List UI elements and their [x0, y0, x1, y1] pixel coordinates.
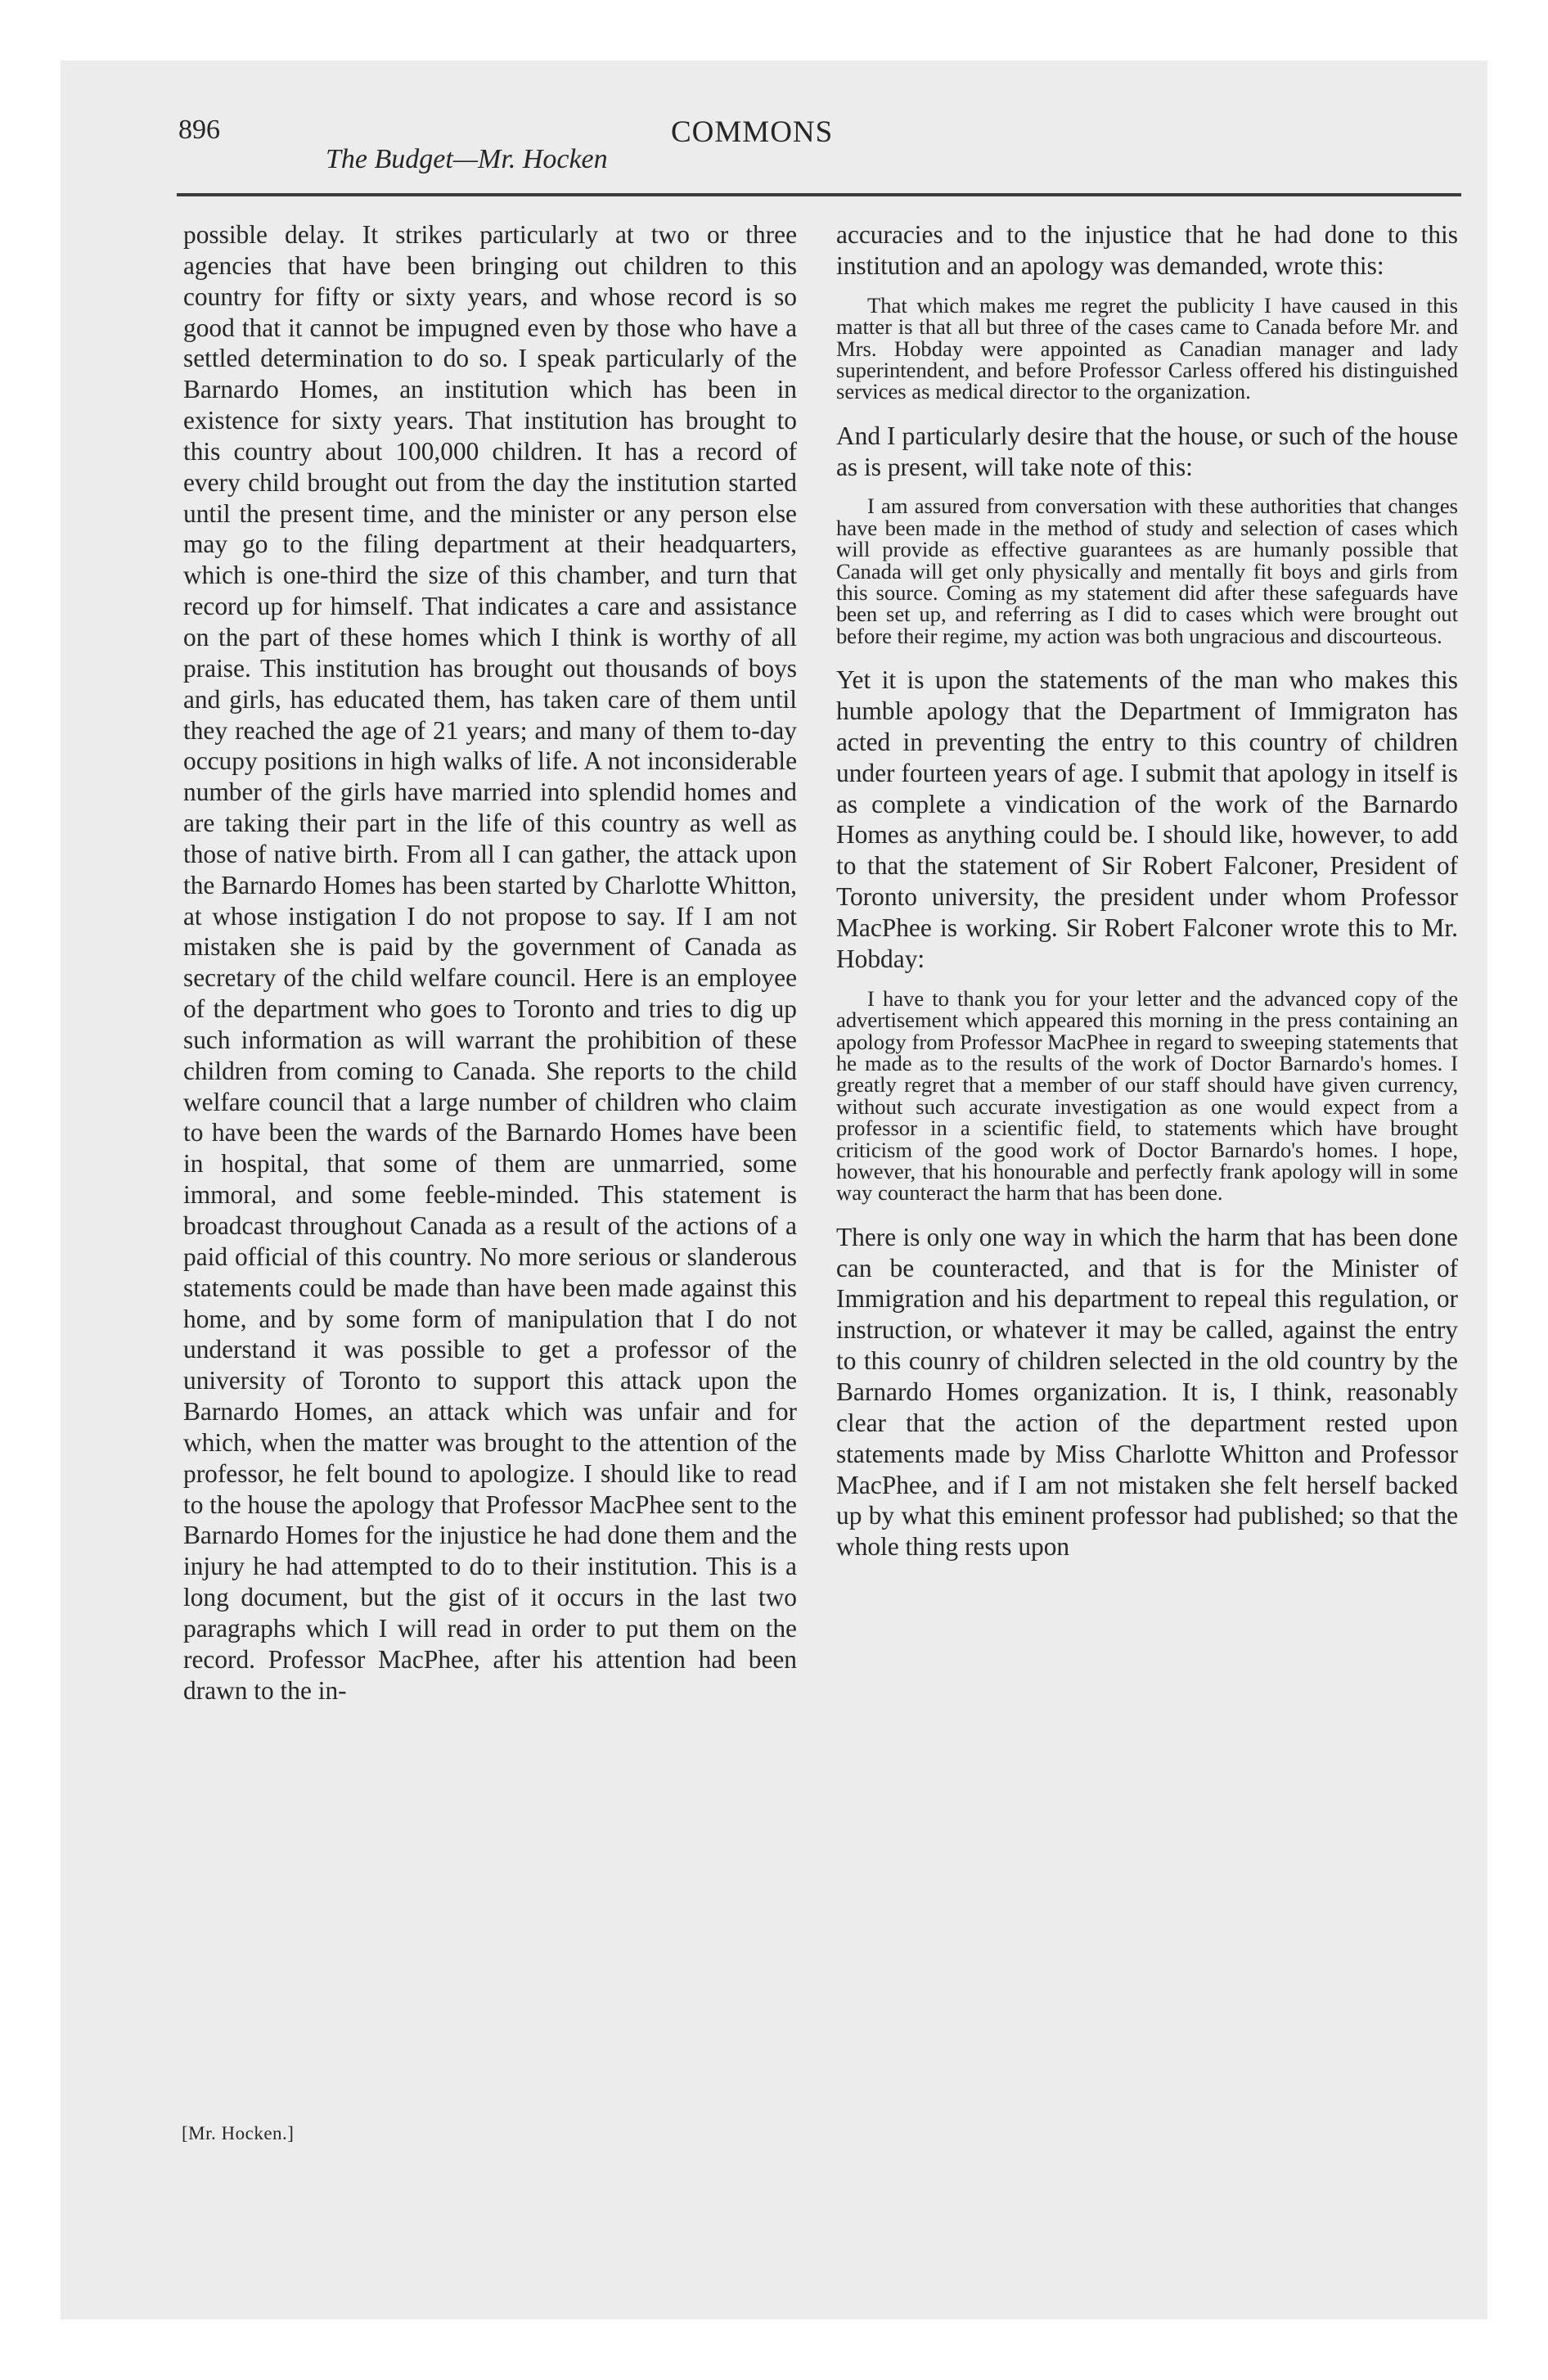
right-paragraph-3: Yet it is upon the statements of the man who makes this humble apology that the Department of Immigraton has acted in preventing the entry to this country of children under fourteen years of age. I submit that apology in itself is as complete a vindication of the work of the Barnardo Homes as anything could be. I should like, however, to add to that the statement of Sir Robert Falconer, President of Toronto university, the president under whom Professor MacPhee is working. Sir Robert Falconer wrote this to Mr. Hobday:: [836, 665, 1458, 973]
quote-3: I have to thank you for your letter and the advanced copy of the advertisement which appeared this morning in the press containing an apology from Professor MacPhee in regard to sweeping statements that he made as to the results of the work of Doctor Barnardo's homes. I greatly regret that a member of our staff should have given currency, without such accurate investigation as one would expect from a professor in a scientific field, to statements which have brought criticism of the good work of Doctor Barnardo's homes. I hope, however, that his honourable and perfectly frank apology will in some way counteract the harm that has been done.: [836, 985, 1458, 1206]
running-subtitle: The Budget—Mr. Hocken: [326, 144, 608, 174]
left-paragraph-1: possible delay. It strikes particularly at two or three agencies that have been bringing out children to this country for fifty or sixty years, and whose record is so good that it cannot be impugned even by those who have a settled determination to do so. I speak particularly of the Barnardo Homes, an institution which has been in existence for sixty years. That institution has brought to this country about 100,000 children. It has a record of every child brought out from the day the institution started until the present time, and the minister or any person else may go to the filing department at their headquarters, which is one-third the size of this chamber, and turn that record up for himself. That indicates a care and assistance on the part of these homes which I think is worthy of all praise. This institution has brought out thousands of boys and girls, has educated them, has taken care of them until they reached the age of 21 years; and many of them to-day occupy positions in high walks of life. A not inconsiderable number of the girls have married into splendid homes and are taking their part in the life of this country as well as those of native birth. From all I can gather, the attack upon the Barnardo Homes has been started by Charlotte Whitton, at whose instigation I do not propose to say. If I am not mistaken she is paid by the government of Canada as secretary of the child welfare council. Here is an employee of the department who goes to Toronto and tries to dig up such information as will warrant the prohibition of these children from coming to Canada. She reports to the child welfare council that a large number of children who claim to have been the wards of the Barnardo Homes have been in hospital, that some of them are unmarried, some immoral, and some feeble-minded. This statement is broadcast throughout Canada as a result of the actions of a paid official of this country. No more serious or slanderous statements could be made than have been made against this home, and by some form of manipulation that I do not understand it was possible to get a professor of the university of Toronto to support this attack upon the Barnardo Homes, an attack which was unfair and for which, when the matter was brought to the attention of the professor, he felt bound to apologize. I should like to read to the house the apology that Professor MacPhee sent to the Barnardo Homes for the injustice he had done them and the injury he had attempted to do to their institution. This is a long document, but the gist of it occurs in the last two paragraphs which I will read in order to put them on the record. Professor MacPhee, after his attention had been drawn to the in-: [183, 220, 797, 1705]
speaker-footnote: [Mr. Hocken.]: [182, 2123, 295, 2143]
right-column: [836, 219, 1458, 1562]
right-paragraph-2: And I particularly desire that the house, or such of the house as is present, will take note of this:: [836, 421, 1458, 481]
header-rule: [177, 193, 1461, 196]
quote-1: That which makes me regret the publicity I have caused in this matter is that all but three of the cases came to Canada before Mr. and Mrs. Hobday were appointed as Canadian manager and lady superintendent, and before Professor Carless offered his distinguished services as medical director to the organization.: [836, 292, 1458, 404]
right-paragraph-4: There is only one way in which the harm that has been done can be counteracted, and that is for the Minister of Immigration and his department to repeal this regulation, or instruction, or whatever it may be called, against the entry to this counry of children selected in the old country by the Barnardo Homes organization. It is, I think, reasonably clear that the action of the department rested upon statements made by Miss Charlotte Whitton and Professor MacPhee, and if I am not mistaken she felt herself backed up by what this eminent professor had published; so that the whole thing rests upon: [836, 1222, 1458, 1562]
quote-2: I am assured from conversation with these authorities that changes have been made in the method of study and selection of cases which will provide as effective guarantees as are humanly possible that Canada will get only physically and mentally fit boys and girls from this source. Coming as my statement did after these safeguards have been set up, and referring as I did to cases which were brought out before their regime, my action was both ungracious and discourteous.: [836, 494, 1458, 648]
right-paragraph-1: accuracies and to the injustice that he had done to this institution and an apology was demanded, wrote this:: [836, 220, 1458, 280]
page-title: COMMONS: [671, 115, 834, 149]
left-column: [183, 219, 797, 1706]
page-number: 896: [178, 115, 220, 145]
